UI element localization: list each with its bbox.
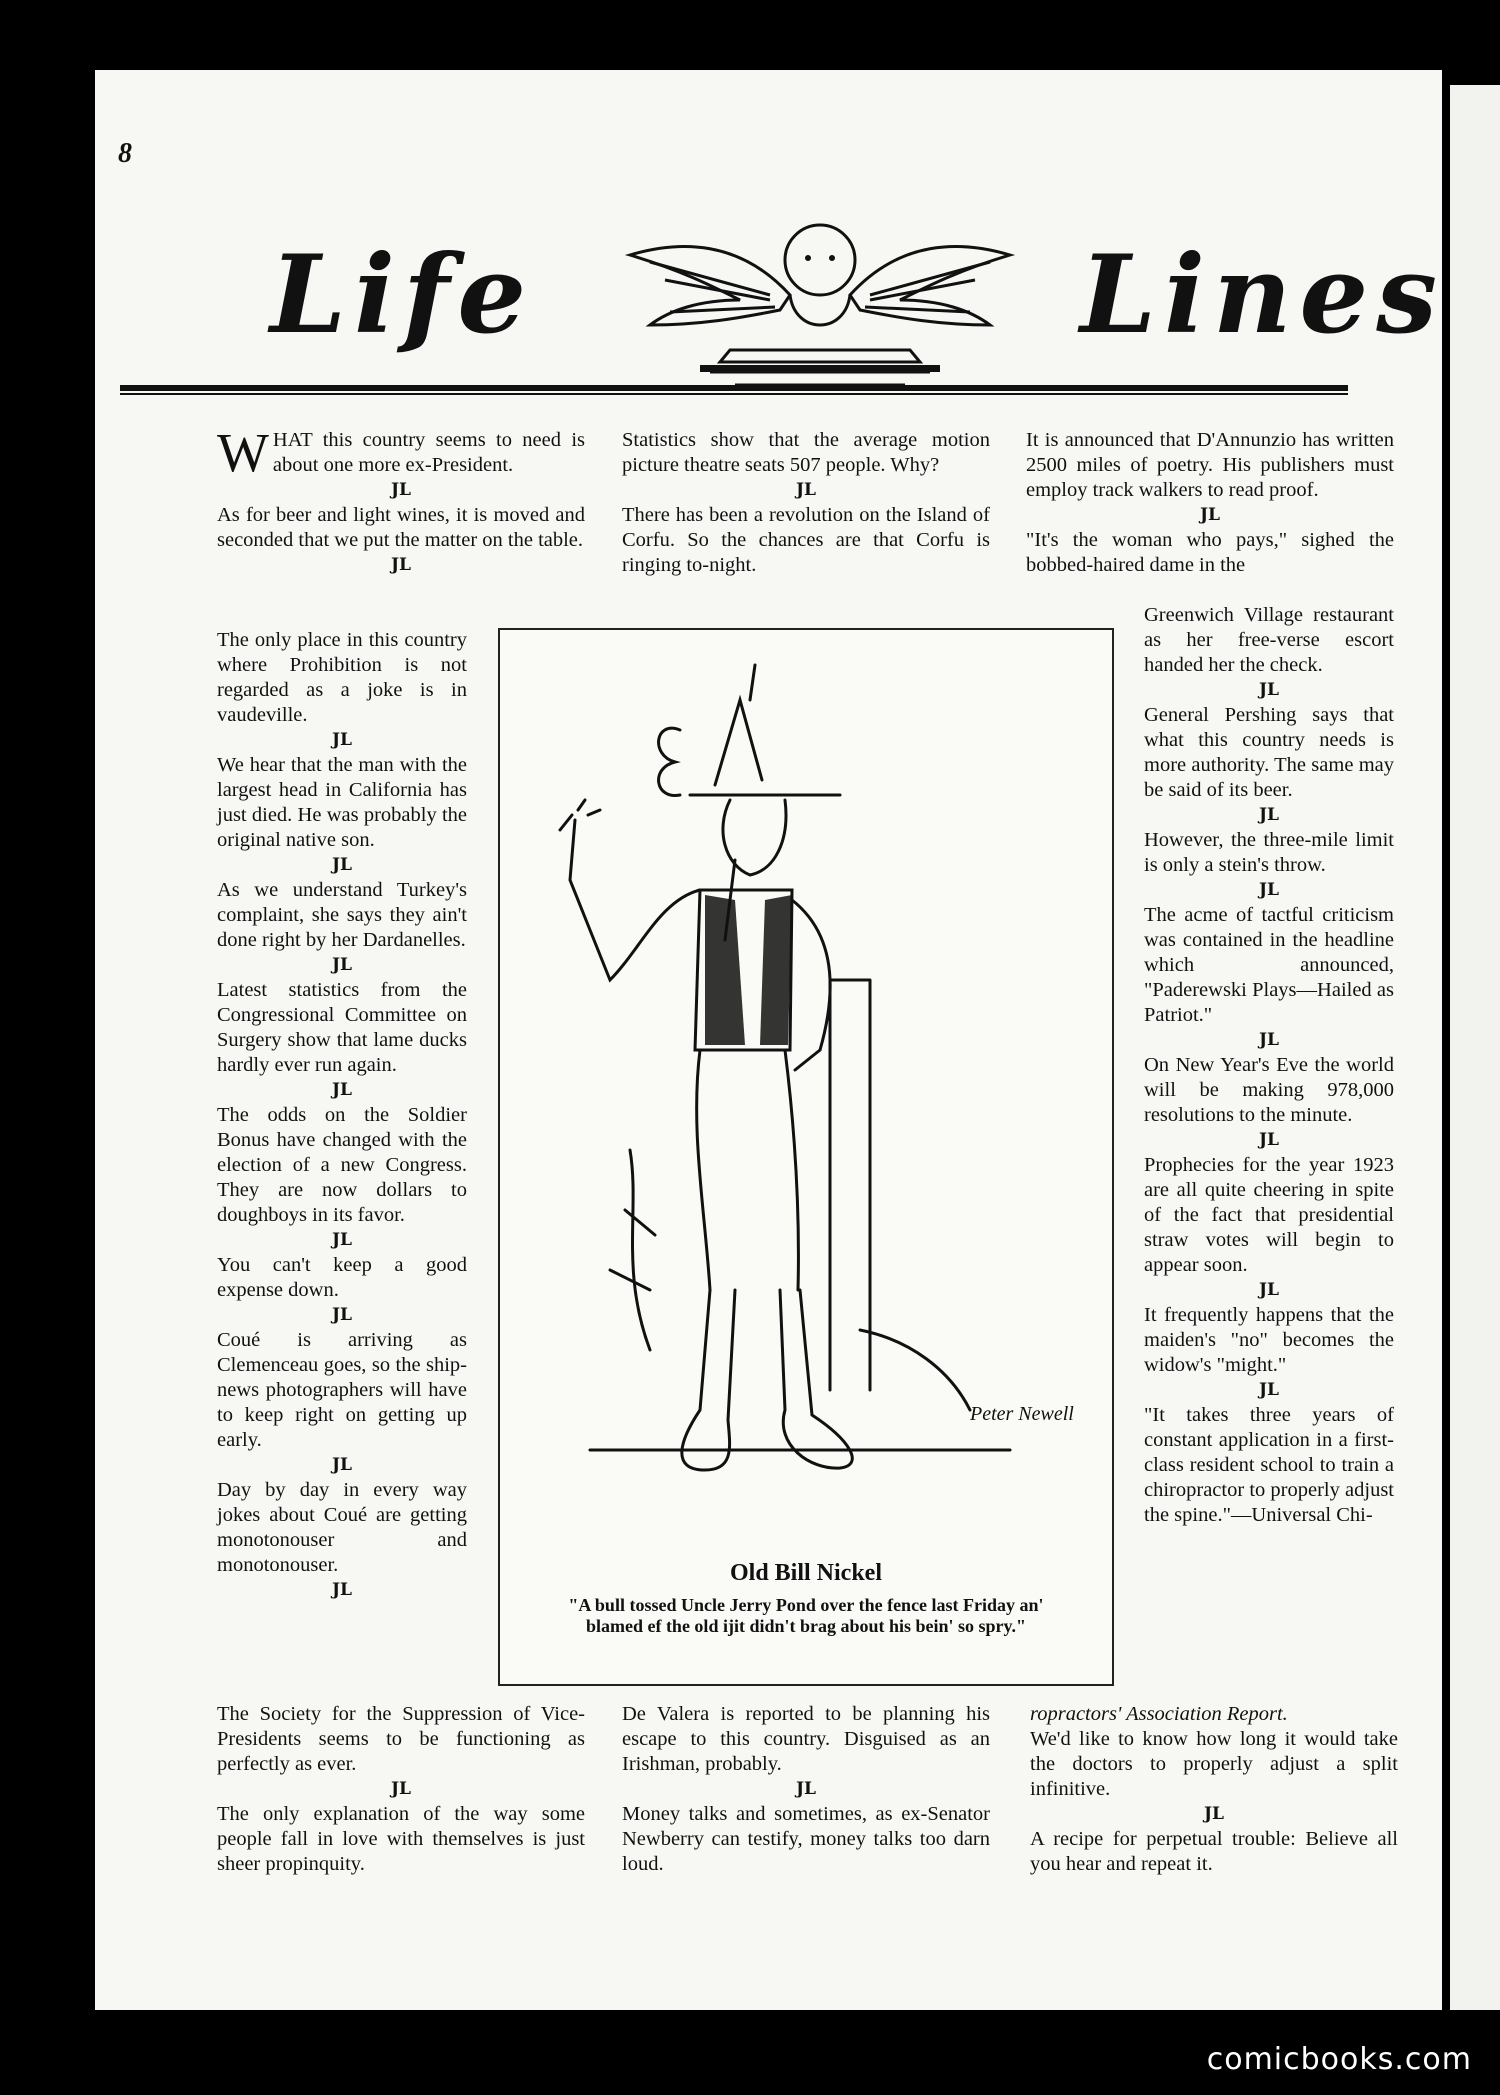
paragraph: Statistics show that the average motion picture theatre seats 507 people. Why? <box>622 429 990 476</box>
paragraph <box>217 422 585 483</box>
paragraph: Day by day in every way jokes about Coué are getting monotonouser and monotonouser. <box>217 1479 467 1576</box>
watermark: comicbooks.com <box>1206 2042 1472 2077</box>
separator-mark: JL <box>796 480 816 500</box>
old-bill-nickel-illustration <box>530 650 1082 1540</box>
paragraph: "It's the woman who pays," sighed the bobbed-haired dame in the <box>1026 529 1394 576</box>
cherub-emblem <box>620 200 1020 390</box>
paragraph: The Society for the Suppression of Vice-Presidents seems to be functioning as perfectly as ever. <box>217 1703 585 1775</box>
column-1-bottom <box>217 1702 585 1877</box>
paragraph: "It takes three years of constant application in a first-class resident school to train a chiropractor to properly adjust the spine."—Universal Chi- <box>1144 1404 1394 1526</box>
paragraph: The acme of tactful criticism was contained in the headline which announced, "Paderewski Plays—Hailed as Patriot." <box>1144 904 1394 1026</box>
paragraph: On New Year's Eve the world will be making 978,000 resolutions to the minute. <box>1144 1054 1394 1126</box>
paragraph: Greenwich Village restaurant as her free-verse escort handed her the check. <box>1144 604 1394 676</box>
paragraph: As we understand Turkey's complaint, she says they ain't done right by her Dardanelles. <box>217 879 467 951</box>
paragraph: The only explanation of the way some people fall in love with themselves is just sheer propinquity. <box>217 1803 585 1875</box>
column-2-top <box>622 428 990 578</box>
separator-mark: JL <box>1259 680 1279 700</box>
separator-mark: JL <box>1259 1130 1279 1150</box>
separator-mark: JL <box>796 1779 816 1799</box>
paragraph: There has been a revolution on the Island of Corfu. So the chances are that Corfu is ringing to-night. <box>622 504 990 576</box>
separator-mark: JL <box>332 955 352 975</box>
column-1-side <box>217 628 467 1603</box>
heading-lines: Lines <box>1080 232 1446 358</box>
paragraph: We hear that the man with the largest head in California has just died. He was probably the original native son. <box>217 754 467 851</box>
paragraph: The only place in this country where Prohibition is not regarded as a joke is in vaudeville. <box>217 629 467 726</box>
column-1-top <box>217 422 585 578</box>
separator-mark: JL <box>332 1455 352 1475</box>
paragraph: However, the three-mile limit is only a stein's throw. <box>1144 829 1394 876</box>
separator-mark: JL <box>332 1580 352 1600</box>
illustration-title: Old Bill Nickel <box>729 1560 882 1586</box>
column-3-side <box>1144 603 1394 1528</box>
paragraph: A recipe for perpetual trouble: Believe all you hear and repeat it. <box>1030 1828 1398 1875</box>
paragraph: It frequently happens that the maiden's "no" becomes the widow's "might." <box>1144 1304 1394 1376</box>
page-number: 8 <box>118 138 132 169</box>
column-3-bottom <box>1030 1702 1398 1877</box>
separator-mark: JL <box>332 730 352 750</box>
paragraph: It is announced that D'Annunzio has written 2500 miles of poetry. His publishers must employ track walkers to read proof. <box>1026 429 1394 501</box>
separator-mark: JL <box>1259 1380 1279 1400</box>
heading-life: Life <box>270 232 535 358</box>
drop-cap: W <box>217 422 269 483</box>
paragraph: You can't keep a good expense down. <box>217 1254 467 1301</box>
separator-mark: JL <box>1204 1804 1224 1824</box>
signature: Peter Newell <box>970 1403 1074 1425</box>
separator-mark: JL <box>332 855 352 875</box>
separator-mark: JL <box>391 555 411 575</box>
illustration-box <box>498 628 1114 1686</box>
paragraph: We'd like to know how long it would take the doctors to properly adjust a split infinitive. <box>1030 1728 1398 1800</box>
separator-mark: JL <box>1259 805 1279 825</box>
separator-mark: JL <box>391 1779 411 1799</box>
paragraph: Coué is arriving as Clemenceau goes, so the ship-news photographers will have to keep right on getting up early. <box>217 1329 467 1451</box>
separator-mark: JL <box>332 1305 352 1325</box>
paragraph: Prophecies for the year 1923 are all quite cheering in spite of the fact that presidential straw votes will begin to appear soon. <box>1144 1154 1394 1276</box>
header-rule-thin <box>120 393 1348 395</box>
paragraph: The odds on the Soldier Bonus have changed with the election of a new Congress. They are now dollars to doughboys in its favor. <box>217 1104 467 1226</box>
paragraph-text: HAT this country seems to need is about one more ex-President. <box>272 429 585 476</box>
paragraph: Money talks and sometimes, as ex-Senator Newberry can testify, money talks too darn loud. <box>622 1803 990 1875</box>
paragraph: ropractors' Association Report. <box>1030 1703 1288 1725</box>
separator-mark: JL <box>1259 1280 1279 1300</box>
separator-mark: JL <box>1259 880 1279 900</box>
facing-page-edge <box>1450 85 1500 2010</box>
paragraph: As for beer and light wines, it is moved and seconded that we put the matter on the table. <box>217 504 585 551</box>
paragraph: Latest statistics from the Congressional Committee on Surgery show that lame ducks hardly ever run again. <box>217 979 467 1076</box>
column-3-top <box>1026 428 1394 578</box>
separator-mark: JL <box>332 1080 352 1100</box>
separator-mark: JL <box>332 1230 352 1250</box>
separator-mark: JL <box>391 480 411 500</box>
paragraph: General Pershing says that what this country needs is more authority. The same may be said of its beer. <box>1144 704 1394 801</box>
illustration-caption: "A bull tossed Uncle Jerry Pond over the fence last Friday an' blamed ef the old ijit didn't brag about his bein' so spry." <box>568 1595 1044 1636</box>
paragraph: De Valera is reported to be planning his escape to this country. Disguised as an Irishman, probably. <box>622 1703 990 1775</box>
separator-mark: JL <box>1200 505 1220 525</box>
column-2-bottom <box>622 1702 990 1877</box>
header-rule <box>120 385 1348 391</box>
separator-mark: JL <box>1259 1030 1279 1050</box>
